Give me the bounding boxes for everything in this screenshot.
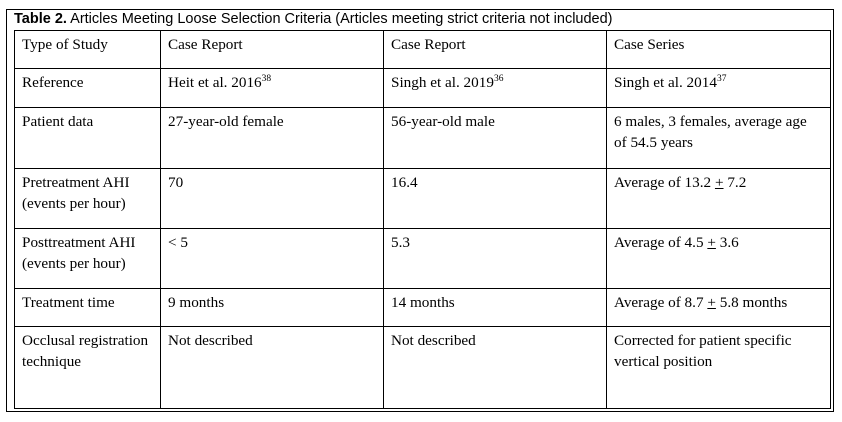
caption-label: Table 2. (14, 11, 67, 27)
table-cell: Corrected for patient specific vertical position (607, 327, 831, 409)
articles-table (14, 30, 831, 409)
reference-cell (161, 69, 384, 108)
table-cell: Not described (384, 327, 607, 409)
average-prefix: Average of 8.7 (614, 294, 708, 311)
reference-cell (607, 69, 831, 108)
reference-superscript: 37 (716, 74, 727, 84)
table-row-pretreatment (15, 169, 831, 229)
reference-text: Singh et al. 2019 (391, 74, 494, 91)
caption-text: Articles Meeting Loose Selection Criteria (Articles meeting strict criteria not included) (66, 11, 613, 27)
table-cell: < 5 (161, 229, 384, 289)
table-row-patient-data (15, 108, 831, 169)
average-prefix: Average of 4.5 (614, 234, 708, 251)
average-cell (607, 169, 831, 229)
row-label: Occlusal registration technique (15, 327, 161, 409)
table-cell: 6 males, 3 females, average age of 54.5 years (607, 108, 831, 169)
average-cell (607, 289, 831, 327)
average-suffix: 3.6 (715, 234, 739, 251)
table-row-treatment-time (15, 289, 831, 327)
header-cell: Case Report (161, 31, 384, 69)
average-cell (607, 229, 831, 289)
table-cell: 70 (161, 169, 384, 229)
row-label: Reference (15, 69, 161, 108)
table-cell: 27-year-old female (161, 108, 384, 169)
table-cell: 9 months (161, 289, 384, 327)
plus-minus-sign: + (707, 234, 716, 251)
plus-minus-sign: + (714, 174, 724, 191)
table-row-posttreatment (15, 229, 831, 289)
row-label: Patient data (15, 108, 161, 169)
reference-text: Singh et al. 2014 (614, 74, 717, 91)
row-label: Pretreatment AHI (events per hour) (15, 169, 161, 229)
table-cell: 14 months (384, 289, 607, 327)
table-cell: 16.4 (384, 169, 607, 229)
reference-superscript: 38 (261, 74, 272, 84)
table-caption (14, 11, 613, 27)
row-label: Posttreatment AHI (events per hour) (15, 229, 161, 289)
table-row-occlusal (15, 327, 831, 409)
table-cell: 56-year-old male (384, 108, 607, 169)
row-label: Treatment time (15, 289, 161, 327)
header-cell: Case Report (384, 31, 607, 69)
average-suffix: 7.2 (723, 174, 747, 191)
plus-minus-sign: + (707, 294, 716, 311)
table-cell: Not described (161, 327, 384, 409)
table-row-reference (15, 69, 831, 108)
table-header-row (15, 31, 831, 69)
average-prefix: Average of 13.2 (614, 174, 715, 191)
reference-cell (384, 69, 607, 108)
header-cell: Type of Study (15, 31, 161, 69)
table-cell: 5.3 (384, 229, 607, 289)
header-cell: Case Series (607, 31, 831, 69)
average-suffix: 5.8 months (715, 294, 788, 311)
reference-text: Heit et al. 2016 (168, 74, 262, 91)
reference-superscript: 36 (493, 74, 504, 84)
